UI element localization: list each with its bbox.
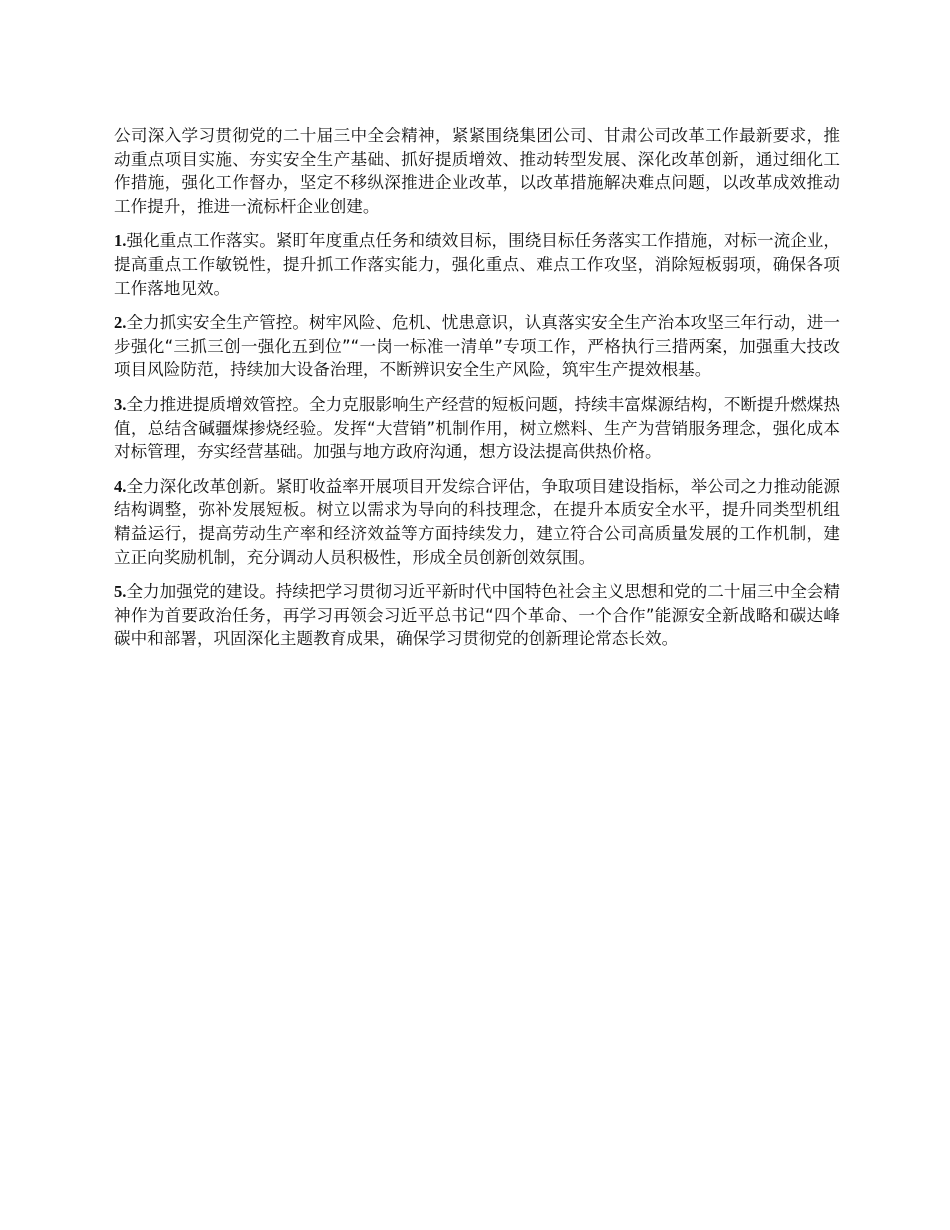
item-text: 全力推进提质增效管控。全力克服影响生产经营的短板问题，持续丰富煤源结构，不断提升燃煤热值，总结含碱疆煤掺烧经验。发挥“大营销”机制作用，树立燃料、生产为营销服务理念，强化成本对标管理，夯实经营基础。加强与地方政府沟通，想方设法提高供热价格。 [114, 394, 840, 462]
intro-paragraph: 公司深入学习贯彻党的二十届三中全会精神，紧紧围绕集团公司、甘肃公司改革工作最新要求，推动重点项目实施、夯实安全生产基础、抓好提质增效、推动转型发展、深化改革创新，通过细化工作措施，强化工作督办，坚定不移纵深推进企业改革，以改革措施解决难点问题，以改革成效推动工作提升，推进一流标杆企业创建。 [114, 126, 840, 216]
document-body [114, 124, 840, 662]
list-item-4 [114, 475, 840, 569]
item-number: 5. [114, 582, 127, 602]
item-number: 4. [114, 476, 127, 496]
item-text: 全力抓实安全生产管控。树牢风险、危机、忧患意识，认真落实安全生产治本攻坚三年行动，进一步强化“三抓三创一强化五到位”“一岗一标准一清单”专项工作，严格执行三措两案，加强重大技改项目风险防范，持续加大设备治理，不断辨识安全生产风险，筑牢生产提效根基。 [114, 313, 840, 380]
list-item-3 [114, 393, 840, 464]
item-number: 1. [114, 231, 127, 251]
item-number: 2. [114, 313, 127, 333]
item-number: 3. [114, 394, 127, 414]
list-item-5 [114, 580, 840, 651]
list-item-2 [114, 311, 840, 382]
item-text: 全力深化改革创新。紧盯收益率开展项目开发综合评估，争取项目建设指标，举公司之力推动能源结构调整，弥补发展短板。树立以需求为导向的科技理念，在提升本质安全水平，提升同类型机组精益运行，提高劳动生产率和经济效益等方面持续发力，建立符合公司高质量发展的工作机制，建立正向奖励机制，充分调动人员积极性，形成全员创新创效氛围。 [114, 476, 840, 567]
item-text: 强化重点工作落实。紧盯年度重点任务和绩效目标，围绕目标任务落实工作措施，对标一流企业，提高重点工作敏锐性，提升抓工作落实能力，强化重点、难点工作攻坚，消除短板弱项，确保各项工作落地见效。 [114, 231, 840, 298]
list-item-1 [114, 229, 840, 300]
item-text: 全力加强党的建设。持续把学习贯彻习近平新时代中国特色社会主义思想和党的二十届三中全会精神作为首要政治任务，再学习再领会习近平总书记“四个革命、一个合作”能源安全新战略和碳达峰碳中和部署，巩固深化主题教育成果，确保学习贯彻党的创新理论常态长效。 [114, 582, 840, 649]
